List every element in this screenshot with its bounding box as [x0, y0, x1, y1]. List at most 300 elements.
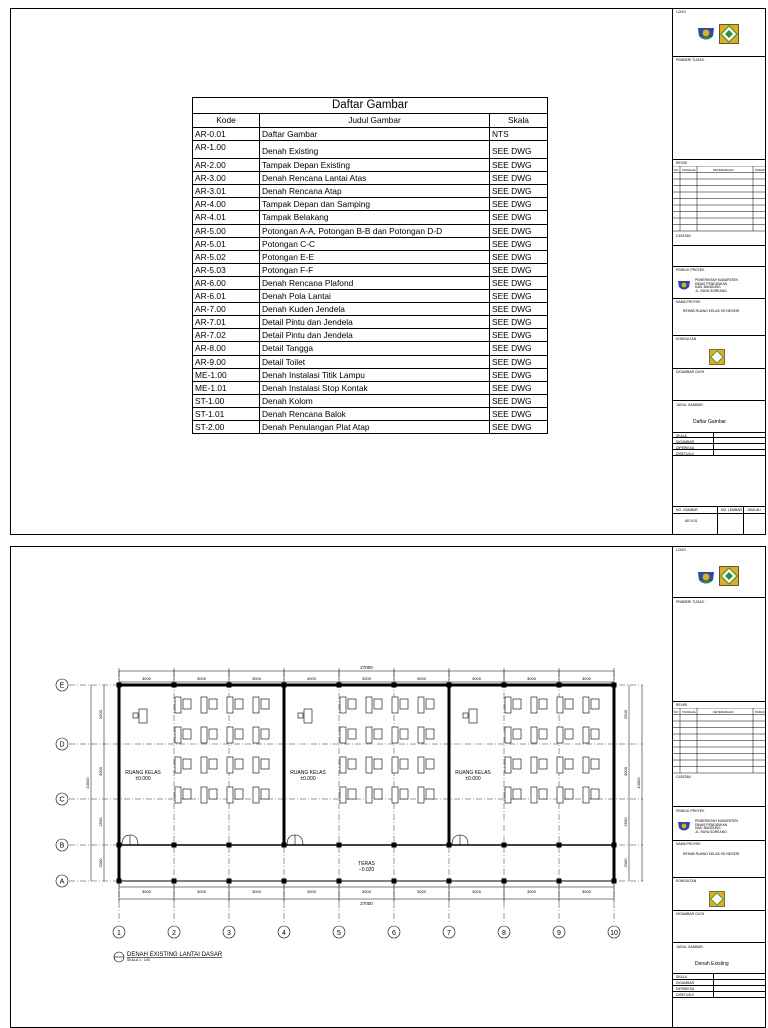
- grid-col-label: 5: [337, 930, 341, 937]
- tb-catatan: CATATAN: [676, 775, 691, 779]
- student-chair: [513, 699, 521, 709]
- structural-column: [502, 843, 507, 848]
- bay-dimension-top: 3000: [197, 676, 206, 681]
- tb-project-name: REHAB RUANG KELAS SD NEGERI: [683, 309, 740, 313]
- total-dimension-left: 10000: [85, 777, 90, 789]
- tb-skala: SKALA: [676, 434, 687, 438]
- student-desk: [340, 727, 346, 743]
- table-row: [193, 225, 547, 238]
- student-chair: [591, 699, 599, 709]
- table-row: [193, 159, 547, 172]
- row-skala: SEE DWG: [492, 317, 532, 328]
- student-chair: [348, 759, 356, 769]
- student-desk: [366, 697, 372, 713]
- structural-column: [282, 879, 287, 884]
- student-desk: [175, 697, 181, 713]
- tb-project-name: REHAB RUANG KELAS SD NEGERI: [683, 852, 740, 856]
- student-desk: [175, 787, 181, 803]
- structural-column: [117, 843, 122, 848]
- structural-column: [612, 843, 617, 848]
- room-label: RUANG KELAS: [290, 770, 326, 776]
- student-desk: [505, 697, 511, 713]
- bay-dimension-bottom: 3000: [417, 889, 426, 894]
- student-desk: [227, 727, 233, 743]
- row-judul: Potongan A-A, Potongan B-B dan Potongan D-D: [260, 225, 490, 237]
- student-desk: [505, 727, 511, 743]
- row-skala: SEE DWG: [492, 173, 532, 184]
- row-skala: SEE DWG: [492, 382, 532, 393]
- row-judul: Detail Pintu dan Jendela: [260, 316, 490, 328]
- student-chair: [539, 729, 547, 739]
- student-desk: [253, 757, 259, 773]
- revisi-no-header: NO: [674, 710, 679, 714]
- row-skala: SEE DWG: [492, 421, 532, 432]
- row-kode: AR-5.03: [193, 264, 260, 276]
- tb-sheet-number: AR-0.01: [685, 519, 698, 523]
- student-chair: [539, 789, 547, 799]
- table-row: [193, 172, 547, 185]
- structural-column: [337, 683, 342, 688]
- kabupaten-emblem-icon: [696, 25, 716, 43]
- student-chair: [235, 699, 243, 709]
- student-desk: [418, 787, 424, 803]
- row-judul: Potongan E-E: [260, 251, 490, 263]
- student-chair: [209, 699, 217, 709]
- student-desk: [340, 787, 346, 803]
- student-chair: [400, 699, 408, 709]
- bay-dimension-top: 3000: [417, 676, 426, 681]
- student-desk: [418, 757, 424, 773]
- student-desk: [175, 727, 181, 743]
- student-chair: [209, 729, 217, 739]
- row-dimension-right: 2500: [623, 710, 628, 719]
- student-chair: [591, 789, 599, 799]
- tb-pemilik: PEMILIK PROYEK: [676, 809, 705, 813]
- consultant-logo-icon: [709, 891, 725, 907]
- student-chair: [565, 789, 573, 799]
- row-skala: SEE DWG: [492, 146, 532, 157]
- student-desk: [531, 727, 537, 743]
- table-row: [193, 369, 547, 382]
- row-dimension-left: 2500: [98, 710, 103, 719]
- student-desk: [227, 757, 233, 773]
- tb-no-gambar: NO. GAMBAR: [676, 508, 698, 512]
- teacher-chair: [463, 713, 468, 718]
- table-row: [193, 238, 547, 251]
- grid-row-label: B: [59, 842, 65, 850]
- tb-digambar: DIGAMBAR OLEH: [676, 912, 705, 916]
- bay-dimension-bottom: 3000: [582, 889, 591, 894]
- student-chair: [513, 729, 521, 739]
- table-row: [193, 329, 547, 342]
- scale-label: SKALA 1 : 100: [127, 958, 150, 962]
- structural-column: [557, 843, 562, 848]
- row-dimension-right: 2000: [623, 858, 628, 868]
- row-judul: Detail Pintu dan Jendela: [260, 329, 490, 341]
- grid-row-label: A: [59, 878, 65, 886]
- student-desk: [557, 697, 563, 713]
- row-skala: SEE DWG: [492, 212, 532, 223]
- student-desk: [557, 757, 563, 773]
- table-row: [193, 211, 547, 224]
- student-chair: [374, 789, 382, 799]
- student-chair: [513, 789, 521, 799]
- tb-revisi: REVISI: [676, 161, 688, 165]
- kabupaten-emblem-icon: [696, 569, 716, 587]
- row-kode: AR-3.00: [193, 172, 260, 184]
- table-row: [193, 395, 547, 408]
- bay-dimension-top: 3000: [527, 676, 536, 681]
- row-judul: Denah Kolom: [260, 395, 490, 407]
- door-swing: [287, 835, 295, 845]
- tb-digambar: DIGAMBAR OLEH: [676, 370, 705, 374]
- student-desk: [583, 697, 589, 713]
- door-swing: [130, 835, 138, 845]
- student-desk: [175, 757, 181, 773]
- grid-col-label: 1: [117, 930, 121, 937]
- table-row: [193, 316, 547, 329]
- tb-skala: SKALA: [676, 975, 687, 979]
- firm-logo-icon: [719, 566, 739, 586]
- tb-konsultan: KONSULTAN: [676, 879, 697, 883]
- table-row: [193, 141, 547, 159]
- tb-pemberi-tugas: PEMBERI TUGAS :: [676, 58, 706, 62]
- structural-column: [117, 683, 122, 688]
- grid-col-label: 8: [502, 930, 506, 937]
- student-chair: [374, 759, 382, 769]
- title-block: [672, 547, 765, 1027]
- row-judul: Denah Instalasi Stop Kontak: [260, 382, 490, 394]
- owner-emblem-icon: [677, 820, 691, 834]
- bay-dimension-top: 3000: [472, 676, 481, 681]
- structural-column: [502, 683, 507, 688]
- tb-judul-gambar-value: Denah Existing: [695, 961, 729, 967]
- revisi-date-header: TANGGAL: [682, 710, 697, 714]
- student-desk: [392, 757, 398, 773]
- row-skala: SEE DWG: [492, 199, 532, 210]
- row-dimension-left: 3000: [98, 767, 103, 776]
- student-chair: [209, 789, 217, 799]
- student-desk: [253, 727, 259, 743]
- row-skala: SEE DWG: [492, 186, 532, 197]
- bay-dimension-top: 3000: [362, 676, 371, 681]
- row-kode: AR-5.02: [193, 251, 260, 263]
- row-kode: ST-1.01: [193, 408, 260, 420]
- student-chair: [235, 759, 243, 769]
- student-chair: [426, 789, 434, 799]
- row-judul: Denah Rencana Lantai Atas: [260, 172, 490, 184]
- total-dimension-top: 27000: [360, 665, 373, 670]
- tb-logo-label: LOGO: [676, 10, 686, 14]
- student-desk: [505, 757, 511, 773]
- bay-dimension-top: 3000: [307, 676, 316, 681]
- row-kode: AR-6.00: [193, 277, 260, 289]
- row-skala: SEE DWG: [492, 225, 532, 236]
- bay-dimension-bottom: 3000: [362, 889, 371, 894]
- bay-dimension-top: 3000: [142, 676, 151, 681]
- teacher-desk: [139, 709, 147, 723]
- structural-column: [447, 843, 452, 848]
- row-kode: ST-2.00: [193, 421, 260, 433]
- structural-column: [447, 683, 452, 688]
- tb-diperiksa: DIPERIKSA: [676, 446, 695, 450]
- bay-dimension-top: 3000: [252, 676, 261, 681]
- table-row: [193, 251, 547, 264]
- room-level: ±0.000: [465, 776, 481, 782]
- tb-pemberi-tugas: PEMBERI TUGAS :: [676, 600, 706, 604]
- student-chair: [374, 729, 382, 739]
- header-skala: Skala: [508, 115, 529, 125]
- grid-col-label: 10: [610, 930, 618, 937]
- row-judul: Denah Pola Lantai: [260, 290, 490, 302]
- student-chair: [400, 729, 408, 739]
- door-swing: [452, 835, 460, 845]
- row-kode: AR-4.01: [193, 211, 260, 223]
- row-judul: Denah Kuden Jendela: [260, 303, 490, 315]
- grid-col-label: 4: [282, 930, 286, 937]
- teacher-chair: [298, 713, 303, 718]
- row-kode: AR-7.01: [193, 316, 260, 328]
- row-kode: ST-1.00: [193, 395, 260, 407]
- student-desk: [253, 787, 259, 803]
- grid-col-label: 6: [392, 930, 396, 937]
- row-kode: AR-1.00: [193, 141, 260, 158]
- row-skala: SEE DWG: [492, 408, 532, 419]
- row-dimension-left: 2000: [98, 858, 103, 868]
- student-desk: [201, 787, 207, 803]
- table-row: [193, 408, 547, 421]
- teacher-desk: [304, 709, 312, 723]
- student-chair: [235, 789, 243, 799]
- structural-column: [392, 843, 397, 848]
- row-skala: SEE DWG: [492, 160, 532, 171]
- student-chair: [235, 729, 243, 739]
- row-skala: SEE DWG: [492, 264, 532, 275]
- row-skala: SEE DWG: [492, 356, 532, 367]
- tb-pemilik: PEMILIK PROYEK: [676, 268, 705, 272]
- tb-nama-proyek: NAMA PROYEK: [676, 842, 701, 846]
- student-desk: [418, 727, 424, 743]
- door-swing: [295, 835, 303, 845]
- revisi-no-header: NO: [674, 168, 679, 172]
- tb-digambar2: DIGAMBAR: [676, 440, 695, 444]
- total-dimension-right: 10000: [636, 777, 641, 789]
- row-skala: SEE DWG: [492, 304, 532, 315]
- row-judul: Detail Toilet: [260, 356, 490, 368]
- door-swing: [122, 835, 130, 845]
- bay-dimension-bottom: 3000: [472, 889, 481, 894]
- tb-disetujui: DISETUJUI: [676, 993, 694, 997]
- table-row: [193, 303, 547, 316]
- structural-column: [117, 879, 122, 884]
- room-label: RUANG KELAS: [125, 770, 161, 776]
- student-desk: [366, 787, 372, 803]
- bay-dimension-bottom: 3000: [197, 889, 206, 894]
- table-row: [193, 277, 547, 290]
- student-desk: [392, 697, 398, 713]
- row-judul: Denah Existing: [260, 141, 490, 158]
- table-row: [193, 128, 547, 141]
- student-chair: [513, 759, 521, 769]
- tb-judul-gambar-value: Daftar Gambar: [693, 419, 727, 425]
- student-chair: [539, 759, 547, 769]
- tb-catatan: CATATAN: [676, 234, 691, 238]
- student-chair: [426, 699, 434, 709]
- row-kode: AR-3.01: [193, 185, 260, 197]
- student-desk: [392, 727, 398, 743]
- row-kode: AR-9.00: [193, 356, 260, 368]
- table-row: [193, 421, 547, 433]
- bay-dimension-bottom: 3000: [252, 889, 261, 894]
- structural-column: [612, 879, 617, 884]
- student-desk: [253, 697, 259, 713]
- student-desk: [227, 787, 233, 803]
- revisi-note-header: KETERANGAN: [713, 710, 734, 714]
- student-desk: [531, 697, 537, 713]
- structural-column: [392, 683, 397, 688]
- drawing-sheet-denah-existing: [10, 546, 766, 1028]
- row-judul: Tampak Depan Existing: [260, 159, 490, 171]
- drawing-sheet-daftar-gambar: [10, 8, 766, 535]
- student-chair: [539, 699, 547, 709]
- student-chair: [261, 759, 269, 769]
- student-chair: [183, 729, 191, 739]
- student-desk: [340, 697, 346, 713]
- row-skala: SEE DWG: [492, 369, 532, 380]
- student-chair: [209, 759, 217, 769]
- student-chair: [565, 759, 573, 769]
- student-desk: [583, 727, 589, 743]
- bay-dimension-top: 3000: [582, 676, 591, 681]
- row-kode: AR-7.02: [193, 329, 260, 341]
- student-chair: [400, 789, 408, 799]
- row-judul: Denah Penulangan Plat Atap: [260, 421, 490, 433]
- row-skala: SEE DWG: [492, 395, 532, 406]
- row-judul: Denah Rencana Atap: [260, 185, 490, 197]
- student-desk: [366, 727, 372, 743]
- student-chair: [348, 699, 356, 709]
- row-skala: NTS: [492, 129, 509, 139]
- table-row: [193, 290, 547, 303]
- owner-emblem-icon: [677, 279, 691, 293]
- table-row: [193, 198, 547, 211]
- tb-jumlah: JUMLAH: [747, 508, 761, 512]
- student-desk: [418, 697, 424, 713]
- tb-nama-proyek: NAMA PROYEK: [676, 300, 701, 304]
- tb-judul-gambar-label: JUDUL GAMBAR :: [676, 403, 705, 407]
- student-desk: [583, 787, 589, 803]
- row-judul: Detail Tangga: [260, 342, 490, 354]
- tb-owner-text: PEMERINTAH KABUPATEN DINAS PENDIDIKAN KAB. BANDUNG JL. RAYA SOREANG: [695, 278, 738, 293]
- student-desk: [201, 727, 207, 743]
- structural-column: [227, 843, 232, 848]
- firm-logo-icon: [719, 24, 739, 44]
- student-desk: [557, 727, 563, 743]
- row-judul: Potongan F-F: [260, 264, 490, 276]
- row-judul: Denah Rencana Balok: [260, 408, 490, 420]
- header-kode: Kode: [193, 114, 260, 127]
- student-desk: [392, 787, 398, 803]
- student-chair: [183, 789, 191, 799]
- row-skala: SEE DWG: [492, 330, 532, 341]
- student-chair: [261, 789, 269, 799]
- revisi-date-header: TANGGAL: [682, 168, 697, 172]
- student-chair: [183, 699, 191, 709]
- row-kode: AR-2.00: [193, 159, 260, 171]
- row-judul: Denah Instalasi Titik Lampu: [260, 369, 490, 381]
- row-judul: Potongan C-C: [260, 238, 490, 250]
- structural-column: [447, 879, 452, 884]
- row-kode: AR-5.00: [193, 225, 260, 237]
- row-kode: AR-0.01: [193, 128, 260, 140]
- revisi-table: [673, 708, 765, 774]
- student-desk: [340, 757, 346, 773]
- room-level: ±0.000: [300, 776, 316, 782]
- student-chair: [261, 729, 269, 739]
- teacher-desk: [469, 709, 477, 723]
- structural-column: [172, 879, 177, 884]
- structural-column: [557, 879, 562, 884]
- tb-konsultan: KONSULTAN: [676, 337, 697, 341]
- student-chair: [565, 729, 573, 739]
- daftar-gambar-table: [192, 97, 548, 434]
- structural-column: [227, 879, 232, 884]
- consultant-logo-icon: [709, 349, 725, 365]
- student-desk: [227, 697, 233, 713]
- row-kode: AR-5.01: [193, 238, 260, 250]
- table-row: [193, 342, 547, 355]
- row-kode: AR-7.00: [193, 303, 260, 315]
- row-skala: SEE DWG: [492, 238, 532, 249]
- table-row: [193, 356, 547, 369]
- student-desk: [201, 697, 207, 713]
- table-row: [193, 185, 547, 198]
- tb-logo-label: LOGO: [676, 548, 686, 552]
- grid-row-label: C: [59, 796, 65, 804]
- structural-column: [227, 683, 232, 688]
- student-chair: [374, 699, 382, 709]
- student-chair: [426, 759, 434, 769]
- row-skala: SEE DWG: [492, 251, 532, 262]
- bay-dimension-bottom: 3000: [527, 889, 536, 894]
- student-chair: [348, 789, 356, 799]
- tb-judul-gambar-label: JUDUL GAMBAR :: [676, 945, 705, 949]
- structural-column: [172, 683, 177, 688]
- floor-plan-drawing: [11, 547, 671, 1027]
- total-dimension-bottom: 27000: [360, 901, 373, 906]
- tb-disetujui: DISETUJUI: [676, 452, 694, 456]
- student-chair: [591, 729, 599, 739]
- tb-no-lembar: NO. LEMBAR: [721, 508, 742, 512]
- teacher-chair: [133, 713, 138, 718]
- student-chair: [400, 759, 408, 769]
- student-desk: [366, 757, 372, 773]
- row-dimension-right: 2500: [623, 817, 628, 827]
- structural-column: [337, 843, 342, 848]
- tb-owner-text: PEMERINTAH KABUPATEN DINAS PENDIDIKAN KAB. BANDUNG JL. RAYA SOREANG: [695, 819, 738, 834]
- student-chair: [565, 699, 573, 709]
- table-body: [193, 128, 547, 433]
- revisi-note-header: KETERANGAN: [713, 168, 734, 172]
- structural-column: [612, 683, 617, 688]
- teras-level: −0.020: [358, 867, 375, 873]
- student-chair: [348, 729, 356, 739]
- student-desk: [557, 787, 563, 803]
- row-dimension-right: 3000: [623, 767, 628, 776]
- student-chair: [426, 729, 434, 739]
- tb-diperiksa: DIPERIKSA: [676, 987, 695, 991]
- table-header-row: [193, 114, 547, 128]
